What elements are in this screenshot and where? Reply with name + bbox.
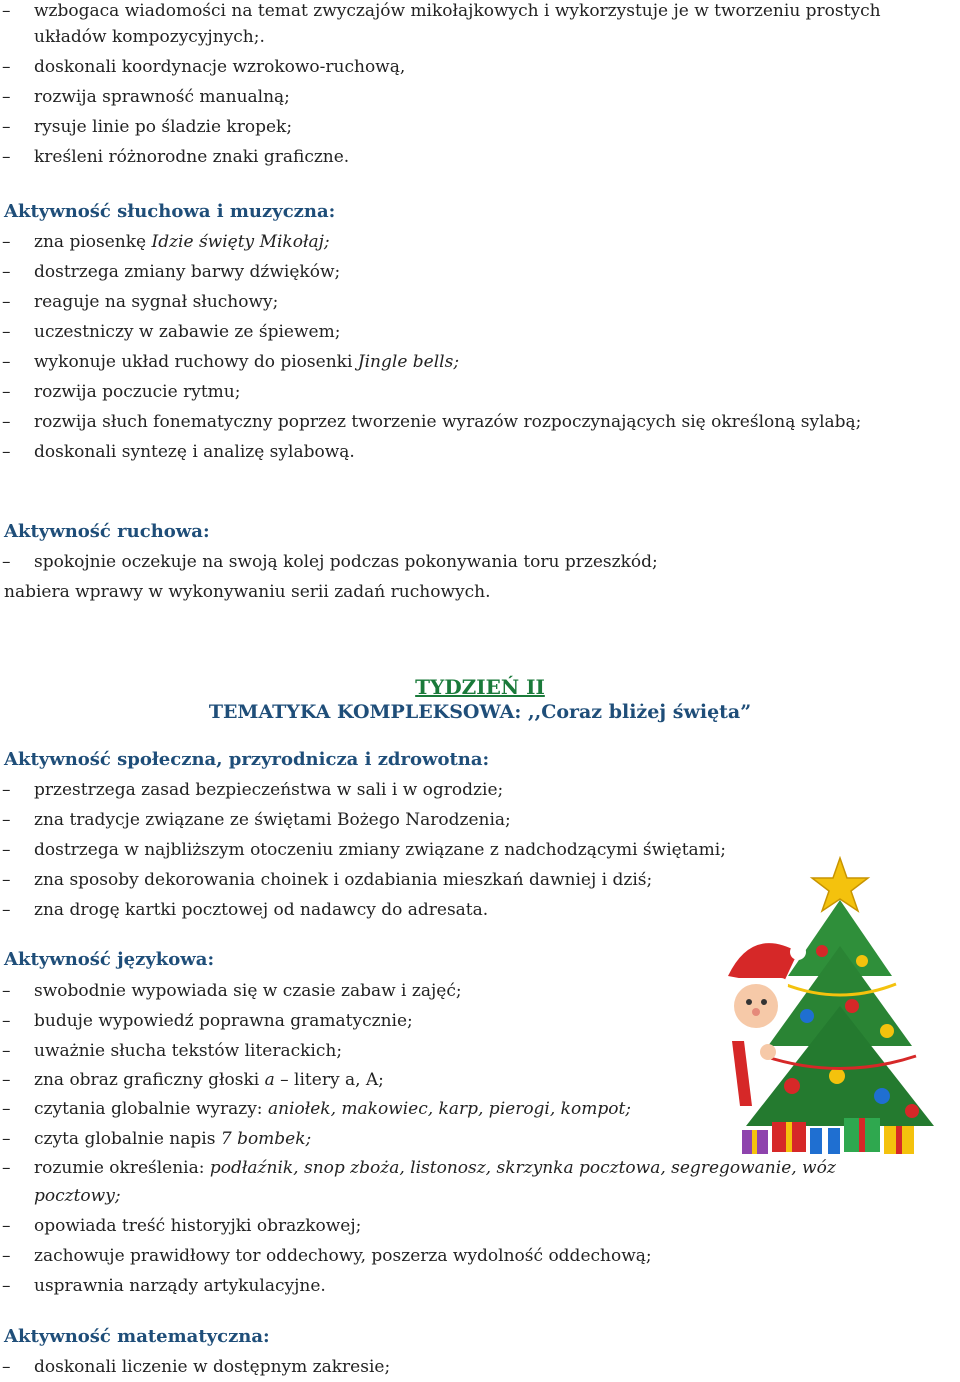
- list-item: – uważnie słucha tekstów literackich;: [0, 1036, 960, 1066]
- list-item: – spokojnie oczekuje na swoją kolej podczas pokonywania toru przeszkód;: [0, 547, 960, 577]
- list-item: – uczestniczy w zabawie ze śpiewem;: [0, 317, 960, 347]
- list-item: – dostrzega zmiany barwy dźwięków;: [0, 257, 960, 287]
- section-heading-motor: Aktywność ruchowa:: [4, 521, 210, 542]
- list-item: – rozumie określenia: podłaźnik, snop zboża, listonosz, skrzynka pocztowa, segregowanie, wóz: [0, 1153, 960, 1183]
- list-item: – zna piosenkę Idzie święty Mikołaj;: [0, 227, 960, 257]
- list-item: – dostrzega w najbliższym otoczeniu zmiany związane z nadchodzącymi świętami;: [0, 835, 960, 865]
- list-item: – buduje wypowiedź poprawna gramatycznie;: [0, 1006, 960, 1036]
- list-item: – rozwija sprawność manualną;: [0, 82, 960, 112]
- list-item: – przestrzega zasad bezpieczeństwa w sali i w ogrodzie;: [0, 775, 960, 805]
- list-item: – opowiada treść historyjki obrazkowej;: [0, 1211, 960, 1241]
- list-item: – usprawnia narządy artykulacyjne.: [0, 1271, 960, 1301]
- list-item: – wzbogaca wiadomości na temat zwyczajów mikołajkowych i wykorzystuje je w tworzeniu prostych: [0, 0, 960, 26]
- section-heading-math: Aktywność matematyczna:: [4, 1326, 270, 1347]
- list-item: – zna sposoby dekorowania choinek i ozdabiania mieszkań dawniej i dziś;: [0, 865, 960, 895]
- list-item: – zna drogę kartki pocztowej od nadawcy do adresata.: [0, 895, 960, 925]
- week-label: TYDZIEŃ II: [415, 675, 545, 699]
- list-item: – zna obraz graficzny głoski a – litery a, A;: [0, 1065, 960, 1095]
- section-heading-music: Aktywność słuchowa i muzyczna:: [4, 201, 336, 222]
- list-item: – rozwija poczucie rytmu;: [0, 377, 960, 407]
- list-item: – swobodnie wypowiada się w czasie zabaw i zajęć;: [0, 976, 960, 1006]
- paragraph: nabiera wprawy w wykonywaniu serii zadań ruchowych.: [4, 582, 491, 602]
- list-item: – rozwija słuch fonematyczny poprzez tworzenie wyrazów rozpoczynających się określoną sylabą;: [0, 407, 960, 437]
- list-item: – doskonali liczenie w dostępnym zakresie;: [0, 1352, 960, 1382]
- santa-christmas-tree-icon: [712, 856, 944, 1164]
- list-item: – zachowuje prawidłowy tor oddechowy, poszerza wydolność oddechową;: [0, 1241, 960, 1271]
- list-item: – reaguje na sygnał słuchowy;: [0, 287, 960, 317]
- list-item: – rysuje linie po śladzie kropek;: [0, 112, 960, 142]
- list-item: – doskonali syntezę i analizę sylabową.: [0, 437, 960, 467]
- list-item: – kreśleni różnorodne znaki graficzne.: [0, 142, 960, 172]
- section-heading-language: Aktywność językowa:: [4, 949, 215, 970]
- list-item: – wykonuje układ ruchowy do piosenki Jingle bells;: [0, 347, 960, 377]
- list-item: – doskonali koordynacje wzrokowo-ruchową,: [0, 52, 960, 82]
- list-item-continuation: pocztowy;: [34, 1186, 121, 1206]
- list-item: – zna tradycje związane ze świętami Bożego Narodzenia;: [0, 805, 960, 835]
- week-theme: TEMATYKA KOMPLEKSOWA: ,,Coraz bliżej święta”: [208, 701, 752, 723]
- section-heading-social: Aktywność społeczna, przyrodnicza i zdrowotna:: [4, 749, 490, 770]
- list-item: – czyta globalnie napis 7 bombek;: [0, 1124, 960, 1154]
- list-item: – czytania globalnie wyrazy: aniołek, makowiec, karp, pierogi, kompot;: [0, 1094, 960, 1124]
- list-item-continuation: układów kompozycyjnych;.: [34, 27, 265, 47]
